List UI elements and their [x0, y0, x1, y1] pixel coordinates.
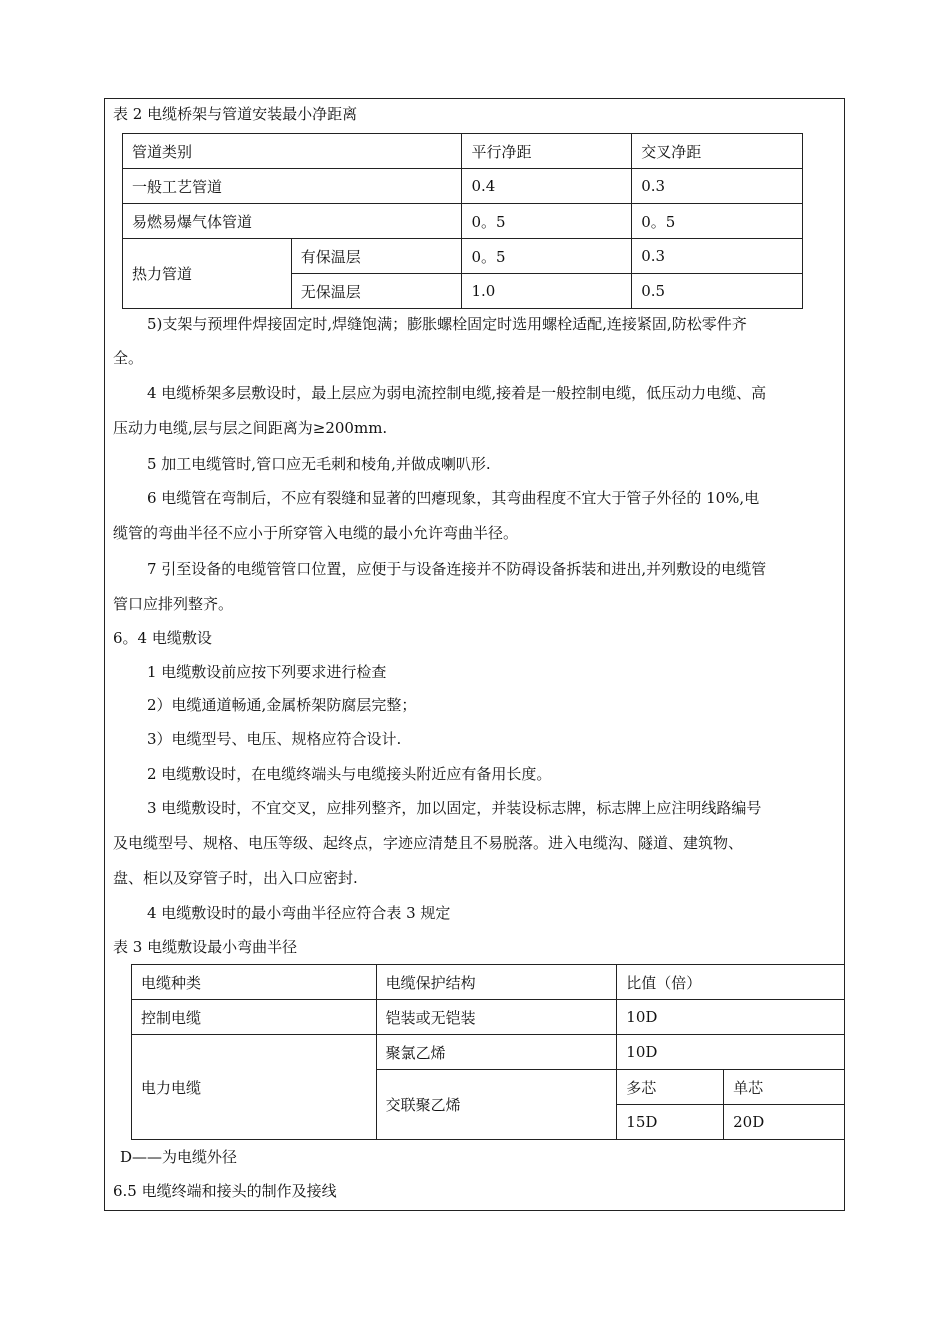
paragraph: 4 电缆敷设时的最小弯曲半径应符合表 3 规定 — [147, 904, 451, 922]
paragraph: 6 电缆管在弯制后，不应有裂缝和显著的凹瘪现象，其弯曲程度不宜大于管子外径的 10%,电 — [147, 489, 760, 507]
table-cell: 0。5 — [462, 239, 632, 274]
table-cell: 交联聚乙烯 — [376, 1070, 617, 1140]
table-cell: 0.3 — [632, 239, 803, 274]
section-heading: 6.5 电缆终端和接头的制作及接线 — [113, 1182, 337, 1200]
paragraph: 2）电缆通道畅通,金属桥架防腐层完整； — [147, 696, 417, 714]
paragraph: 3）电缆型号、电压、规格应符合设计. — [147, 730, 402, 748]
table-cell: 电力电缆 — [132, 1035, 377, 1140]
section-heading: 6。4 电缆敷设 — [113, 629, 212, 647]
table-cell: 0.5 — [632, 274, 803, 309]
header-cell: 比值（倍） — [617, 965, 845, 1000]
table-cell: 多芯 — [617, 1070, 724, 1105]
table-cell: 1.0 — [462, 274, 632, 309]
table-cell: 15D — [617, 1105, 724, 1140]
table-cell: 10D — [617, 1000, 845, 1035]
paragraph: 1 电缆敷设前应按下列要求进行检查 — [147, 663, 387, 681]
table-cell: 20D — [724, 1105, 845, 1140]
paragraph: 5)支架与预埋件焊接固定时,焊缝饱满；膨胀螺栓固定时选用螺栓适配,连接紧固,防松零件齐 — [147, 315, 747, 333]
paragraph: 3 电缆敷设时，不宜交叉，应排列整齐，加以固定，并装设标志牌，标志牌上应注明线路编号 — [147, 799, 762, 817]
header-cell: 平行净距 — [462, 134, 632, 169]
table-cell: 0.3 — [632, 169, 803, 204]
table-cell: 无保温层 — [291, 274, 462, 309]
table-3-bend-radius — [131, 964, 845, 1140]
table2-caption: 表 2 电缆桥架与管道安装最小净距离 — [113, 105, 358, 123]
header-cell: 电缆保护结构 — [376, 965, 617, 1000]
table-row — [132, 1035, 845, 1070]
paragraph: 2 电缆敷设时，在电缆终端头与电缆接头附近应有备用长度。 — [147, 765, 552, 783]
table-2-clearance — [122, 133, 803, 309]
paragraph: 7 引至设备的电缆管管口位置，应便于与设备连接并不防碍设备拆装和进出,并列敷设的电缆管 — [147, 560, 767, 578]
table-row — [123, 239, 803, 274]
table-cell: 热力管道 — [123, 239, 292, 309]
table-cell: 单芯 — [724, 1070, 845, 1105]
header-cell: 电缆种类 — [132, 965, 377, 1000]
header-cell: 管道类别 — [123, 134, 462, 169]
table-cell: 10D — [617, 1035, 845, 1070]
paragraph: 缆管的弯曲半径不应小于所穿管入电缆的最小允许弯曲半径。 — [113, 524, 519, 542]
table-cell: 易燃易爆气体管道 — [123, 204, 462, 239]
paragraph: 4 电缆桥架多层敷设时，最上层应为弱电流控制电缆,接着是一般控制电缆，低压动力电缆、高 — [147, 384, 767, 402]
paragraph: 全。 — [113, 349, 144, 367]
paragraph: 及电缆型号、规格、电压等级、起终点，字迹应清楚且不易脱落。进入电缆沟、隧道、建筑物、 — [113, 834, 744, 852]
table-row — [123, 134, 803, 169]
table-row — [132, 965, 845, 1000]
table-row — [123, 204, 803, 239]
paragraph: 管口应排列整齐。 — [113, 595, 234, 613]
table-cell: 0.4 — [462, 169, 632, 204]
table-cell: 有保温层 — [291, 239, 462, 274]
table-cell: 0。5 — [632, 204, 803, 239]
table-row — [123, 169, 803, 204]
table-cell: 控制电缆 — [132, 1000, 377, 1035]
paragraph: 盘、柜以及穿管子时，出入口应密封. — [113, 869, 358, 887]
header-cell: 交叉净距 — [632, 134, 803, 169]
table-cell: 铠装或无铠装 — [376, 1000, 617, 1035]
table-cell: 一般工艺管道 — [123, 169, 462, 204]
paragraph: 5 加工电缆管时,管口应无毛刺和棱角,并做成喇叭形. — [147, 455, 491, 473]
table-cell: 0。5 — [462, 204, 632, 239]
table3-caption: 表 3 电缆敷设最小弯曲半径 — [113, 938, 298, 956]
footnote: D——为电缆外径 — [120, 1148, 238, 1166]
paragraph: 压动力电缆,层与层之间距离为≥200mm. — [113, 419, 388, 437]
table-cell: 聚氯乙烯 — [376, 1035, 617, 1070]
table-row — [132, 1000, 845, 1035]
